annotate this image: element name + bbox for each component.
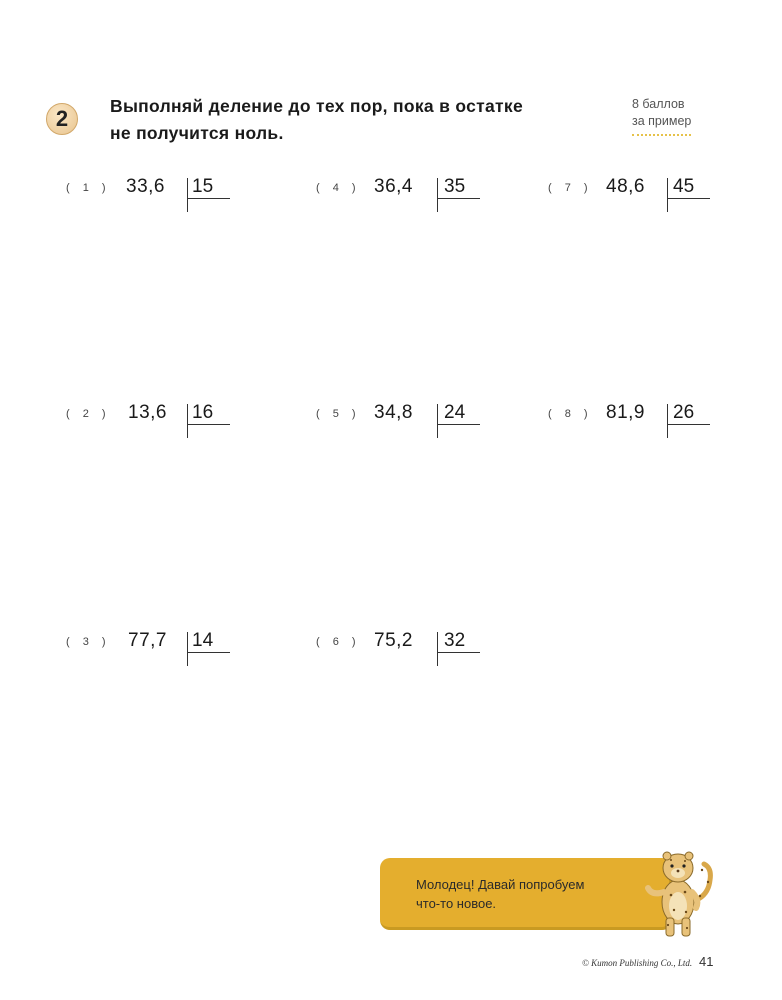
division-bracket-vertical: [187, 178, 188, 212]
callout-line-1: Молодец! Давай попробуем: [416, 877, 585, 892]
divisor[interactable]: 32: [444, 630, 466, 651]
dividend: 81,9: [606, 402, 645, 423]
division-bracket-vertical: [187, 404, 188, 438]
divisor[interactable]: 26: [673, 402, 695, 423]
division-bracket-vertical: [667, 178, 668, 212]
division-bracket-vertical: [437, 178, 438, 212]
division-bracket-horizontal: [668, 198, 710, 199]
points-note: [632, 96, 704, 136]
divisor[interactable]: 14: [192, 630, 214, 651]
points-line-1: 8 баллов: [632, 97, 685, 111]
divisor[interactable]: 16: [192, 402, 214, 423]
task-instruction: [110, 93, 602, 147]
dividend: 48,6: [606, 176, 645, 197]
divisor[interactable]: 24: [444, 402, 466, 423]
dividend: 77,7: [128, 630, 167, 651]
division-bracket-vertical: [187, 632, 188, 666]
divisor[interactable]: 15: [192, 176, 214, 197]
division-bracket-horizontal: [188, 652, 230, 653]
task-number-badge: 2: [46, 103, 78, 135]
dividend: 75,2: [374, 630, 413, 651]
problem-number: ( 1 ): [66, 182, 111, 194]
task-instruction-line-1: Выполняй деление до тех пор, пока в остатке: [110, 96, 523, 116]
problem-number: ( 5 ): [316, 408, 361, 420]
division-bracket-horizontal: [438, 652, 480, 653]
copyright-notice: © Kumon Publishing Co., Ltd.: [582, 958, 693, 968]
division-bracket-vertical: [667, 404, 668, 438]
dividend: 13,6: [128, 402, 167, 423]
problem-number: ( 2 ): [66, 408, 111, 420]
page-number: 41: [699, 954, 714, 969]
problem-number: ( 3 ): [66, 636, 111, 648]
dividend: 34,8: [374, 402, 413, 423]
divisor[interactable]: 45: [673, 176, 695, 197]
division-bracket-horizontal: [188, 198, 230, 199]
division-bracket-horizontal: [438, 198, 480, 199]
cheetah-mascot-icon: [638, 840, 718, 940]
dividend: 33,6: [126, 176, 165, 197]
problem-number: ( 4 ): [316, 182, 361, 194]
dividend: 36,4: [374, 176, 413, 197]
points-line-2: за пример: [632, 113, 691, 136]
callout-text: [416, 875, 584, 913]
divisor[interactable]: 35: [444, 176, 466, 197]
problem-number: ( 6 ): [316, 636, 361, 648]
division-bracket-vertical: [437, 632, 438, 666]
division-bracket-horizontal: [668, 424, 710, 425]
callout-line-2: что-то новое.: [416, 896, 497, 911]
problem-number: ( 7 ): [548, 182, 593, 194]
division-bracket-horizontal: [188, 424, 230, 425]
division-bracket-vertical: [437, 404, 438, 438]
task-instruction-line-2: не получится ноль.: [110, 123, 284, 143]
division-bracket-horizontal: [438, 424, 480, 425]
problem-number: ( 8 ): [548, 408, 593, 420]
encouragement-callout: [380, 858, 672, 930]
